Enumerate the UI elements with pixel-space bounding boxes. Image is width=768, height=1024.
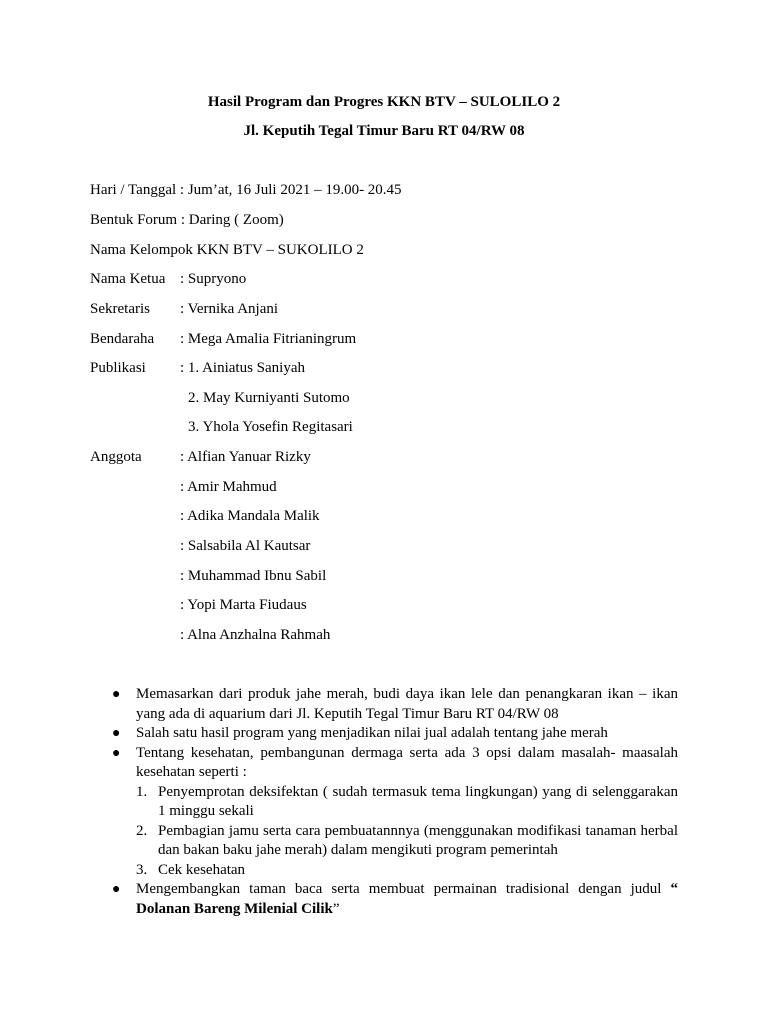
item-number: 3.: [136, 861, 148, 878]
bullet-icon: ●: [112, 745, 121, 761]
role-label: Sekretaris: [90, 301, 150, 317]
meeting-date-line: Hari / Tanggal : Jum’at, 16 Juli 2021 – 19.00- 20.45: [90, 182, 402, 198]
member-name: : Yopi Marta Fiudaus: [180, 597, 307, 613]
item-text: Pembagian jamu serta cara pembuatannnya (menggunakan modifikasi tanaman herbal dan bakan baku jahe merah) dalam mengikuti program pemerintah: [158, 822, 678, 858]
role-value: : 1. Ainiatus Saniyah: [180, 360, 305, 376]
list-item: [136, 783, 678, 822]
document-title: Hasil Program dan Progres KKN BTV – SULOLILO 2: [207, 94, 561, 110]
item-number: 2.: [136, 822, 148, 839]
forum-type-line: Bentuk Forum : Daring ( Zoom): [90, 212, 284, 228]
bullet-text: Mengembangkan taman baca serta membuat permainan tradisional dengan judul: [136, 881, 662, 897]
member-name: : Alfian Yanuar Rizky: [180, 449, 311, 465]
role-value: : Supryono: [180, 271, 247, 287]
document-subtitle-address: Jl. Keputih Tegal Timur Baru RT 04/RW 08: [243, 123, 525, 139]
member-name: : Adika Mandala Malik: [180, 508, 320, 524]
list-item: [90, 685, 678, 724]
role-value: : Vernika Anjani: [180, 301, 279, 317]
list-item: [136, 861, 678, 881]
role-label: Publikasi: [90, 360, 146, 376]
member-name: : Alna Anzhalna Rahmah: [180, 627, 331, 643]
bullet-text: Salah satu hasil program yang menjadikan nilai jual adalah tentang jahe merah: [136, 725, 608, 741]
group-name-line: Nama Kelompok KKN BTV – SUKOLILO 2: [90, 242, 364, 258]
health-options-list: [90, 783, 678, 881]
role-label: Anggota: [90, 449, 142, 465]
item-text: Penyemprotan deksifektan ( sudah termasuk tema lingkungan) yang di selenggarakan 1 minggu sekali: [158, 783, 678, 819]
list-item: [90, 744, 678, 783]
role-value: : Mega Amalia Fitrianingrum: [180, 331, 357, 347]
member-name: : Salsabila Al Kautsar: [180, 538, 311, 554]
list-item: [90, 880, 678, 919]
role-value: 2. May Kurniyanti Sutomo: [188, 390, 350, 406]
results-bullet-list: [90, 685, 678, 919]
bullet-text: Memasarkan dari produk jahe merah, budi daya ikan lele dan penangkaran ikan – ikan yang ada di aquarium dari Jl. Keputih Tegal Timur Baru RT 04/RW 08: [136, 686, 678, 722]
item-number: 1.: [136, 783, 148, 800]
list-item: [90, 724, 678, 744]
member-name: : Muhammad Ibnu Sabil: [180, 568, 327, 584]
role-label: Bendaraha: [90, 331, 155, 347]
role-label: Nama Ketua: [90, 271, 166, 287]
bullet-icon: ●: [112, 726, 121, 741]
list-item: [136, 822, 678, 861]
game-title: Dolanan Bareng Milenial Cilik: [136, 900, 333, 917]
close-quote: ”: [332, 900, 340, 917]
open-quote: “: [670, 881, 679, 897]
bullet-icon: ●: [112, 687, 121, 702]
item-text: Cek kesehatan: [158, 861, 246, 878]
bullet-icon: ●: [112, 882, 121, 897]
bullet-text: Tentang kesehatan, pembangunan dermaga serta ada 3 opsi dalam masalah- maasalah kesehatan seperti :: [136, 744, 678, 780]
member-name: : Amir Mahmud: [180, 479, 277, 495]
role-value: 3. Yhola Yosefin Regitasari: [188, 419, 353, 435]
